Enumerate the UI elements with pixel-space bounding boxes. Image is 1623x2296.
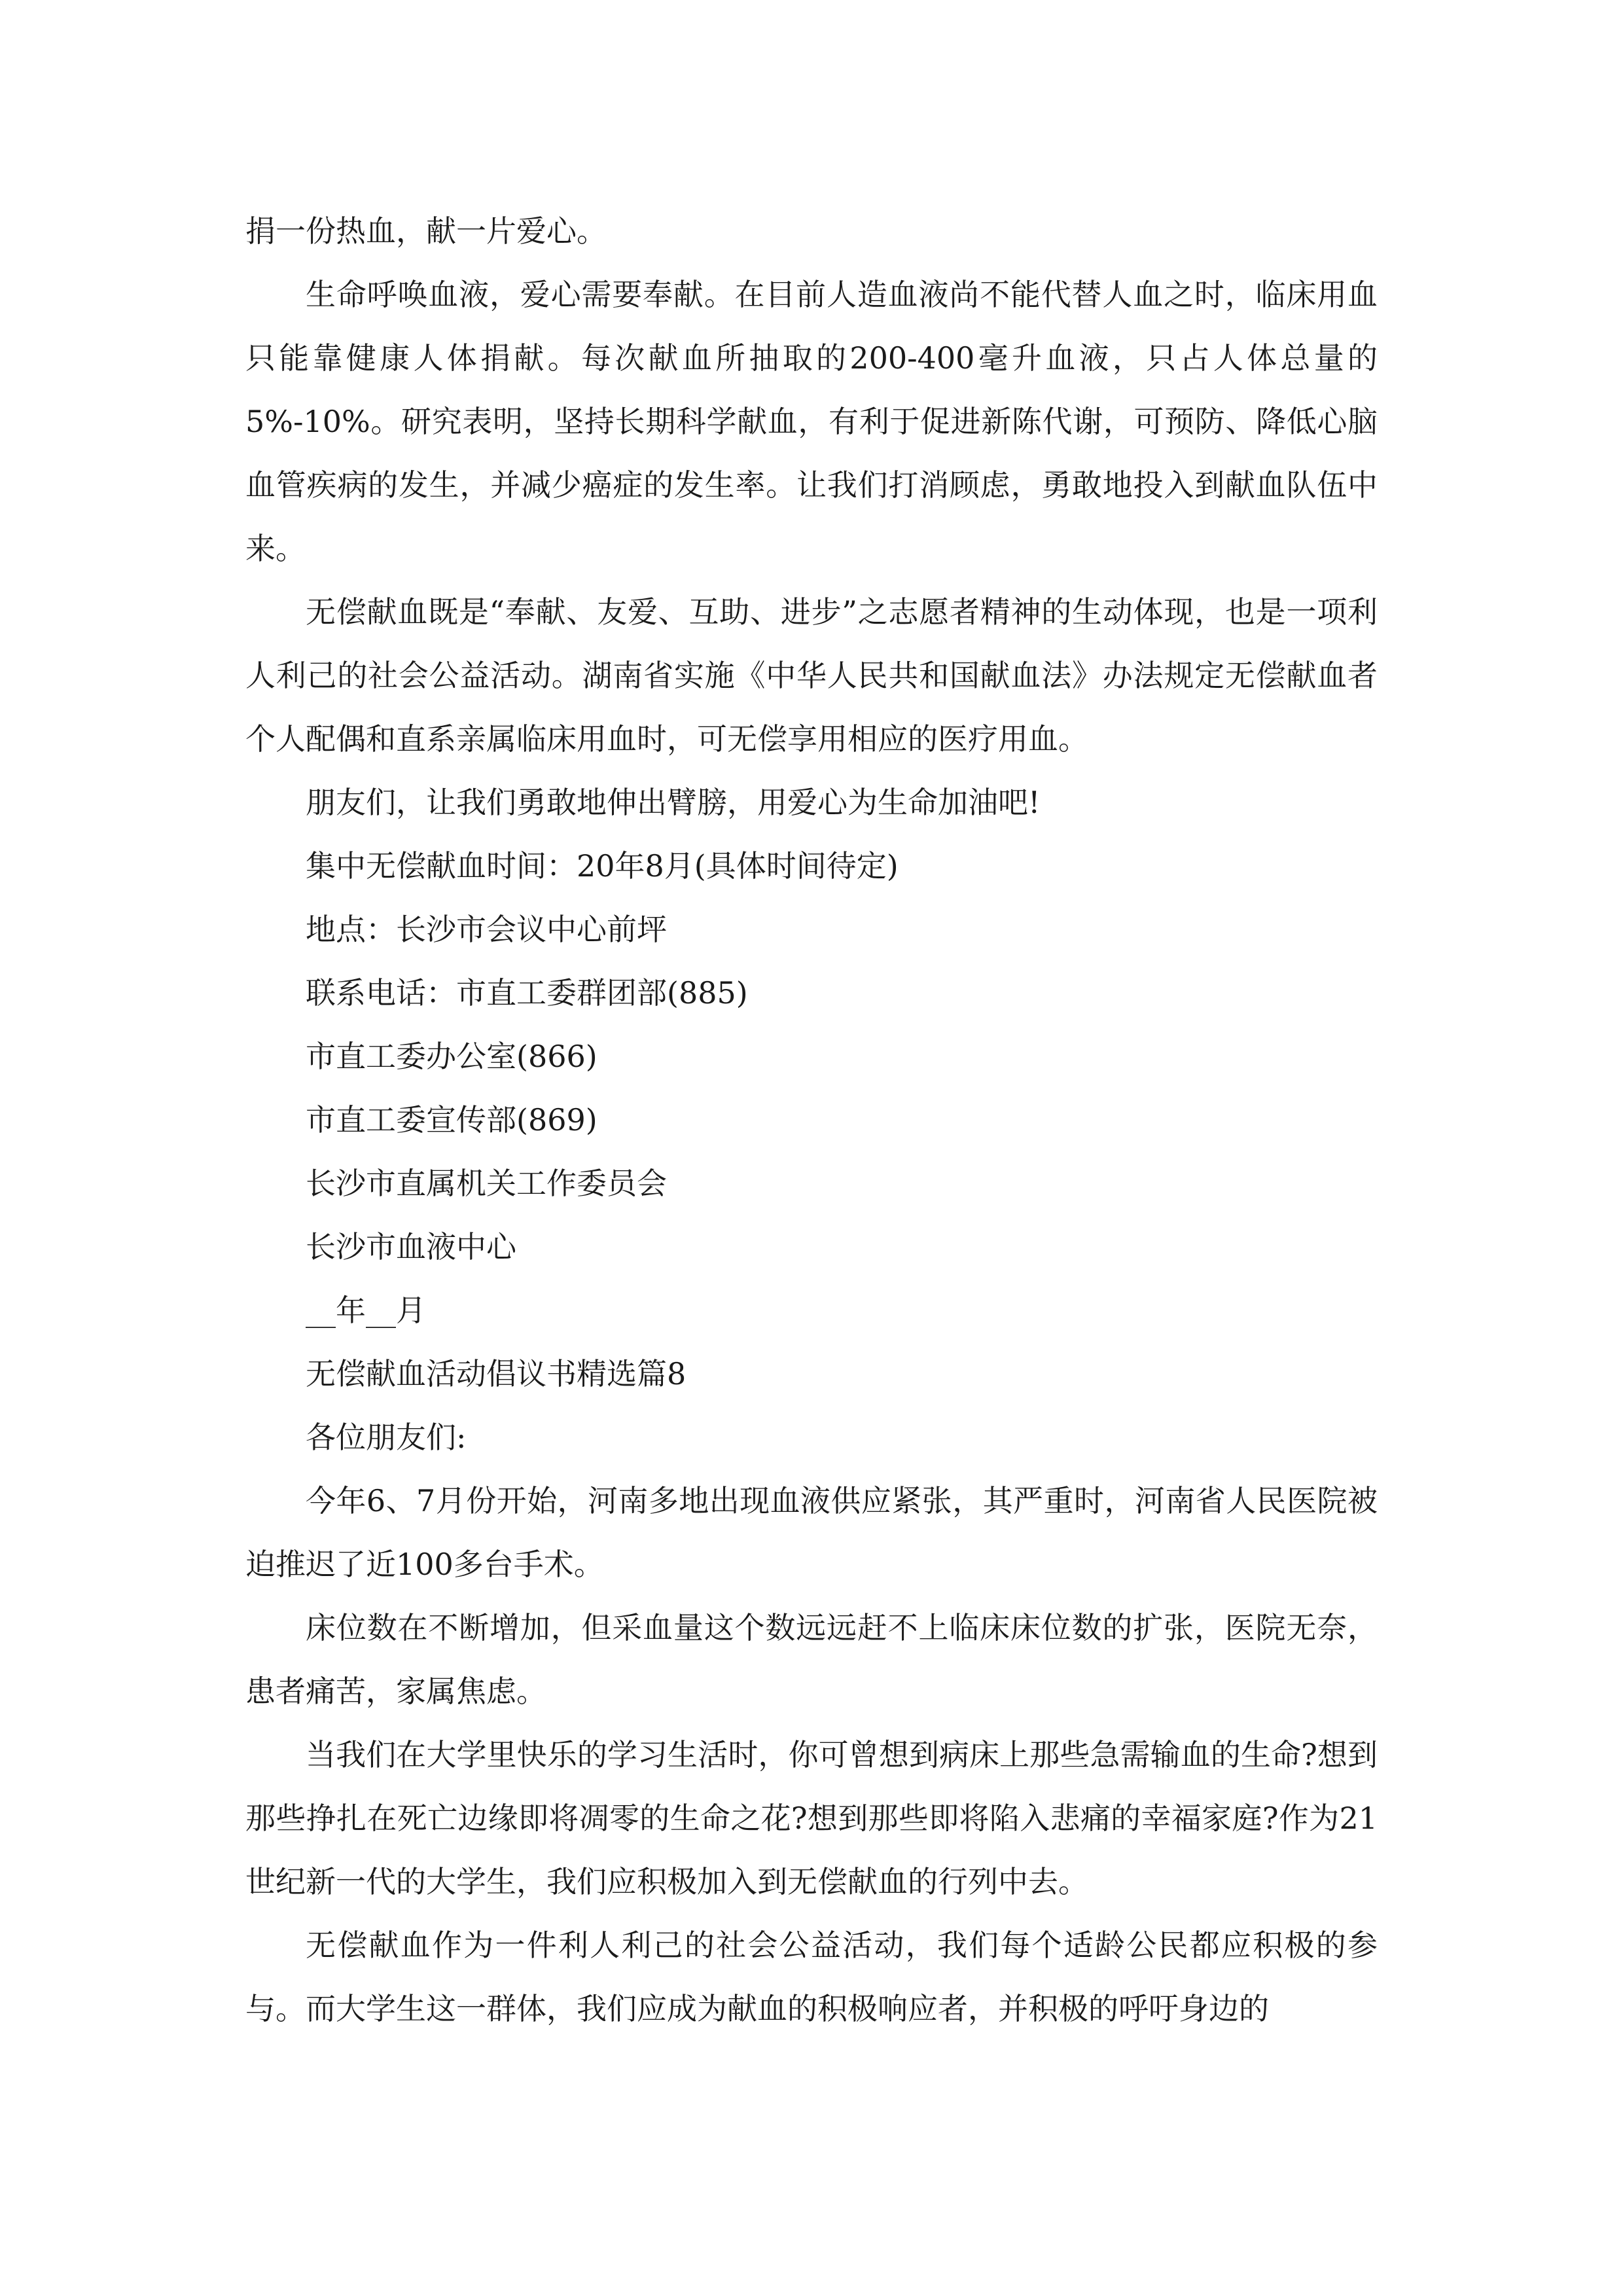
event-location: 地点：长沙市会议中心前坪 [306, 912, 667, 947]
document-body [245, 200, 1378, 2041]
paragraph: 朋友们，让我们勇敢地伸出臂膀，用爱心为生命加油吧! [306, 785, 1041, 820]
signature-blood-center: 长沙市血液中心 [306, 1229, 516, 1265]
paragraph: 生命呼唤血液，爱心需要奉献。在目前人造血液尚不能代替人血之时，临床用血只能靠健康人体捐献。每次献血所抽取的200-400毫升血液，只占人体总量的5%-10%。研究表明，坚持长期科学献血，有利于促进新陈代谢，可预防、降低心脑血管疾病的发生，并减少癌症的发生率。让我们打消顾虑，勇敢地投入到献血队伍中来。 [245, 277, 1378, 566]
contact-phone: 联系电话：市直工委群团部(885) [306, 975, 748, 1011]
event-time: 集中无偿献血时间：20年8月(具体时间待定) [306, 848, 899, 884]
section-title: 无偿献血活动倡议书精选篇8 [306, 1356, 687, 1391]
paragraph: 当我们在大学里快乐的学习生活时，你可曾想到病床上那些急需输血的生命?想到那些挣扎在死亡边缘即将凋零的生命之花?想到那些即将陷入悲痛的幸福家庭?作为21世纪新一代的大学生，我们应积极加入到无偿献血的行列中去。 [245, 1737, 1378, 1899]
paragraph: 无偿献血既是“奉献、友爱、互助、进步”之志愿者精神的生动体现，也是一项利人利己的社会公益活动。湖南省实施《中华人民共和国献血法》办法规定无偿献血者个人配偶和直系亲属临床用血时，可无偿享用相应的医疗用血。 [245, 594, 1378, 757]
contact-office: 市直工委办公室(866) [306, 1039, 597, 1074]
salutation: 各位朋友们: [306, 1420, 467, 1455]
paragraph: 捐一份热血，献一片爱心。 [245, 213, 607, 249]
signature-date: __年__月 [306, 1293, 426, 1328]
paragraph: 今年6、7月份开始，河南多地出现血液供应紧张，其严重时，河南省人民医院被迫推迟了近100多台手术。 [245, 1483, 1378, 1582]
paragraph: 无偿献血作为一件利人利己的社会公益活动，我们每个适龄公民都应积极的参与。而大学生这一群体，我们应成为献血的积极响应者，并积极的呼吁身边的 [245, 1928, 1378, 2026]
contact-publicity: 市直工委宣传部(869) [306, 1102, 597, 1138]
signature-organization: 长沙市直属机关工作委员会 [306, 1166, 667, 1201]
paragraph: 床位数在不断增加，但采血量这个数远远赶不上临床床位数的扩张，医院无奈，患者痛苦，家属焦虑。 [245, 1610, 1378, 1709]
